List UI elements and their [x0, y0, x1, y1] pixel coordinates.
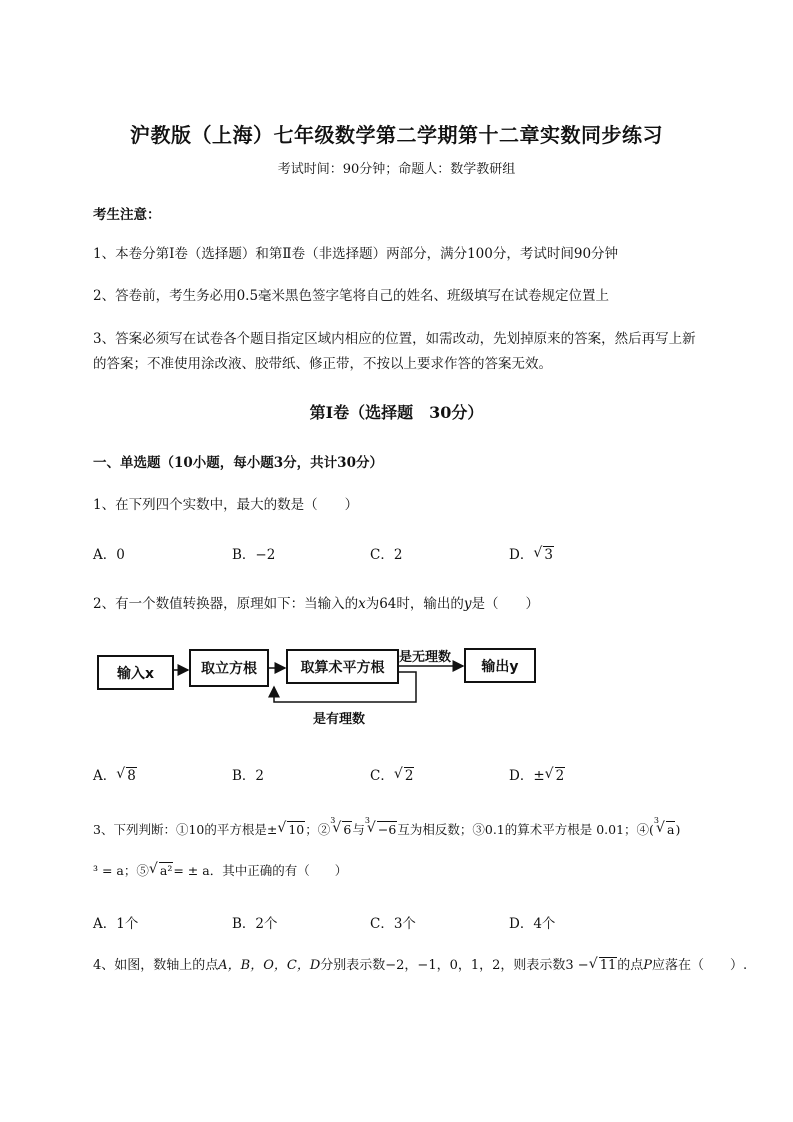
q1-option-b: B．−2	[232, 547, 276, 563]
q1-option-c: C．2	[370, 547, 403, 563]
q2-stem: 2、有一个数值转换器，原理如下：当输入的x为64时，输出的y是（ ）	[93, 596, 540, 612]
q2-option-b: B．2	[232, 768, 265, 784]
page-title: 沪教版（上海）七年级数学第二学期第十二章实数同步练习	[130, 123, 663, 147]
q4-stem: 4、如图，数轴上的点A，B，O，C，D分别表示数−2，−1，0，1，2，则表示数3 −√ 11的点P应落在（ ）.	[93, 954, 747, 973]
q3-option-b: B．2个	[232, 916, 278, 932]
flow-input-box: 输入x	[97, 655, 174, 690]
q3-option-a: A．1个	[93, 916, 139, 932]
q3-option-d: D．4个	[509, 916, 556, 932]
section-title: 第Ⅰ卷（选择题 30分）	[309, 403, 484, 422]
exam-info: 考试时间：90分钟；命题人：数学教研组	[277, 162, 516, 177]
flow-label-rational: 是有理数	[313, 712, 366, 727]
notice-item-1: 1、本卷分第Ⅰ卷（选择题）和第Ⅱ卷（非选择题）两部分，满分100分，考试时间90分钟	[93, 246, 619, 262]
part-heading: 一、单选题（10小题，每小题3分，共计30分）	[93, 455, 383, 471]
notice-item-3: 3、答案必须写在试卷各个题目指定区域内相应的位置，如需改动，先划掉原来的答案，然后再写上新	[93, 331, 696, 347]
q1-stem: 1、在下列四个实数中，最大的数是（ ）	[93, 497, 359, 513]
flow-label-irrational: 是无理数	[399, 650, 452, 665]
notice-item-3-cont: 的答案；不准使用涂改液、胶带纸、修正带，不按以上要求作答的答案无效。	[93, 356, 552, 372]
q2-option-c: C．√ 2	[370, 764, 414, 784]
flow-cbrt-box: 取立方根	[189, 649, 269, 687]
flow-output-box: 输出y	[464, 648, 536, 683]
notice-item-2: 2、答卷前，考生务必用0.5毫米黑色签字笔将自己的姓名、班级填写在试卷规定位置上	[93, 288, 610, 304]
q3-stem-line1: 3、下列判断：①10的平方根是±√ 10；②$^3$√ 6与$^3$√ −6互为相反数；③0.1的算术平方根是 0.01；④($^3$√ a)	[93, 820, 680, 838]
notice-heading: 考生注意：	[93, 207, 161, 223]
flow-sqrt-box: 取算术平方根	[286, 649, 399, 684]
q3-stem-line2: ³ = a；⑤√ a²= ± a．其中正确的有（ ）	[93, 861, 347, 879]
flow-arrows	[90, 630, 540, 740]
converter-flowchart	[90, 630, 540, 740]
q2-option-a: A．√ 8	[93, 764, 137, 784]
q1-option-d: D．√ 3	[509, 543, 554, 563]
q1-option-a: A．0	[93, 547, 125, 563]
q3-option-c: C．3个	[370, 916, 416, 932]
q2-option-d: D．±√ 2	[509, 764, 565, 784]
